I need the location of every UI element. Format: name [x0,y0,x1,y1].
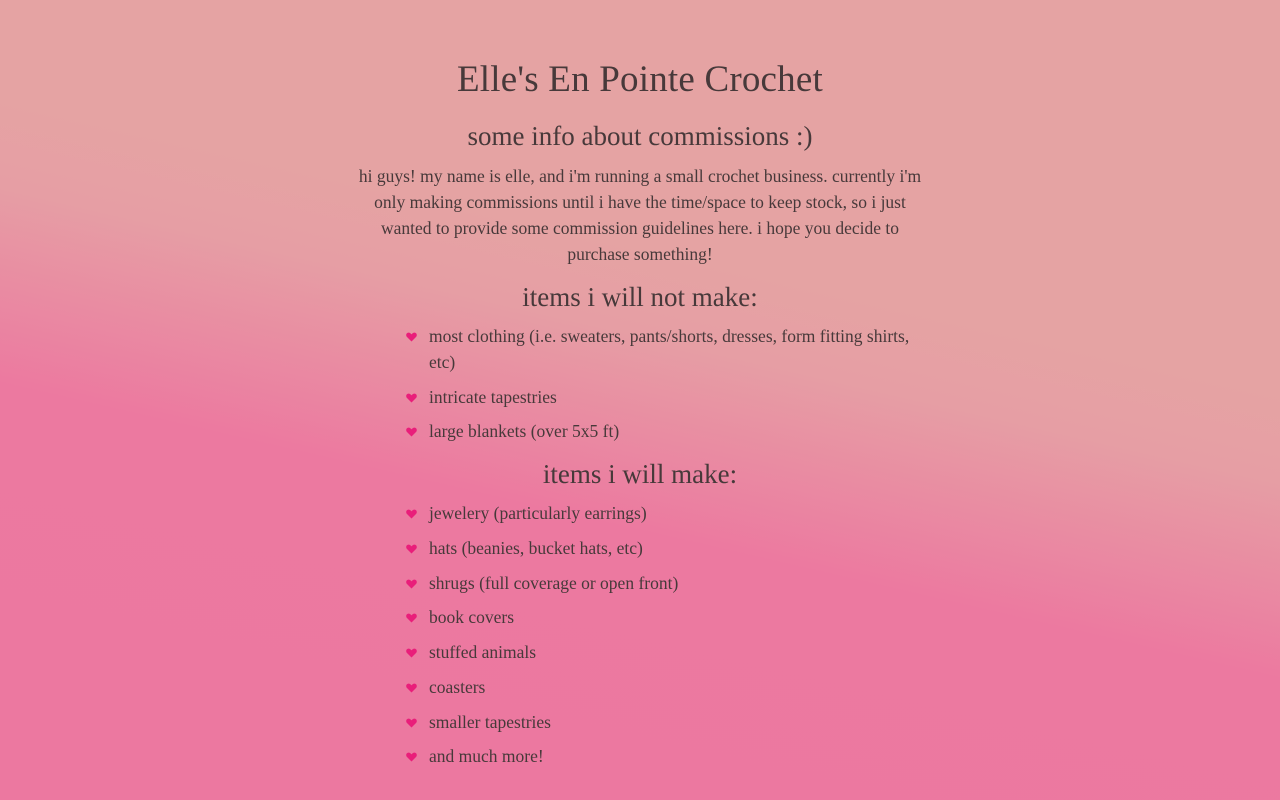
heart-icon [406,613,417,623]
heart-icon [406,718,417,728]
page-content [340,0,940,769]
heart-icon [406,393,417,403]
heart-icon [406,509,417,519]
list-item-text: coasters [429,676,486,697]
heart-icon [406,683,417,693]
list-item-text: large blankets (over 5x5 ft) [429,421,620,442]
list-item [400,570,940,596]
heart-icon [406,579,417,589]
list-item-text: book covers [429,607,515,628]
list-item [400,639,940,665]
section-heading-will-make: items i will make: [542,459,738,490]
page-title: Elle's En Pointe Crochet [457,59,823,100]
list-item-text: stuffed animals [429,642,537,663]
list-item-text: most clothing (i.e. sweaters, pants/shorts, dresses, form fitting shirts, etc) [429,326,910,372]
will-make-list [340,500,940,769]
list-item [400,743,940,769]
heart-icon [406,648,417,658]
list-item [400,674,940,700]
list-item [400,418,940,444]
list-item-text: shrugs (full coverage or open front) [429,572,679,593]
heart-icon [406,427,417,437]
list-item [400,500,940,526]
list-item [400,535,940,561]
list-item-text: hats (beanies, bucket hats, etc) [429,538,643,559]
will-not-make-list [340,323,940,444]
list-item-text: intricate tapestries [429,386,557,407]
list-item-text: smaller tapestries [429,711,551,732]
heart-icon [406,332,417,342]
section-heading-will-not-make: items i will not make: [522,282,758,312]
list-item [400,323,940,375]
list-item [400,604,940,630]
heart-icon [406,544,417,554]
page-subtitle: some info about commissions :) [467,121,813,151]
list-item [400,384,940,410]
list-item-text: jewelery (particularly earrings) [429,503,647,524]
list-item [400,709,940,735]
heart-icon [406,752,417,762]
intro-paragraph: hi guys! my name is elle, and i'm running a small crochet business. currently i'm only making commissions until i have the time/space to keep stock, so i just wanted to provide some commission guidelines here. i hope you decide to purchase something! [358,166,922,264]
list-item-text: and much more! [429,746,544,767]
